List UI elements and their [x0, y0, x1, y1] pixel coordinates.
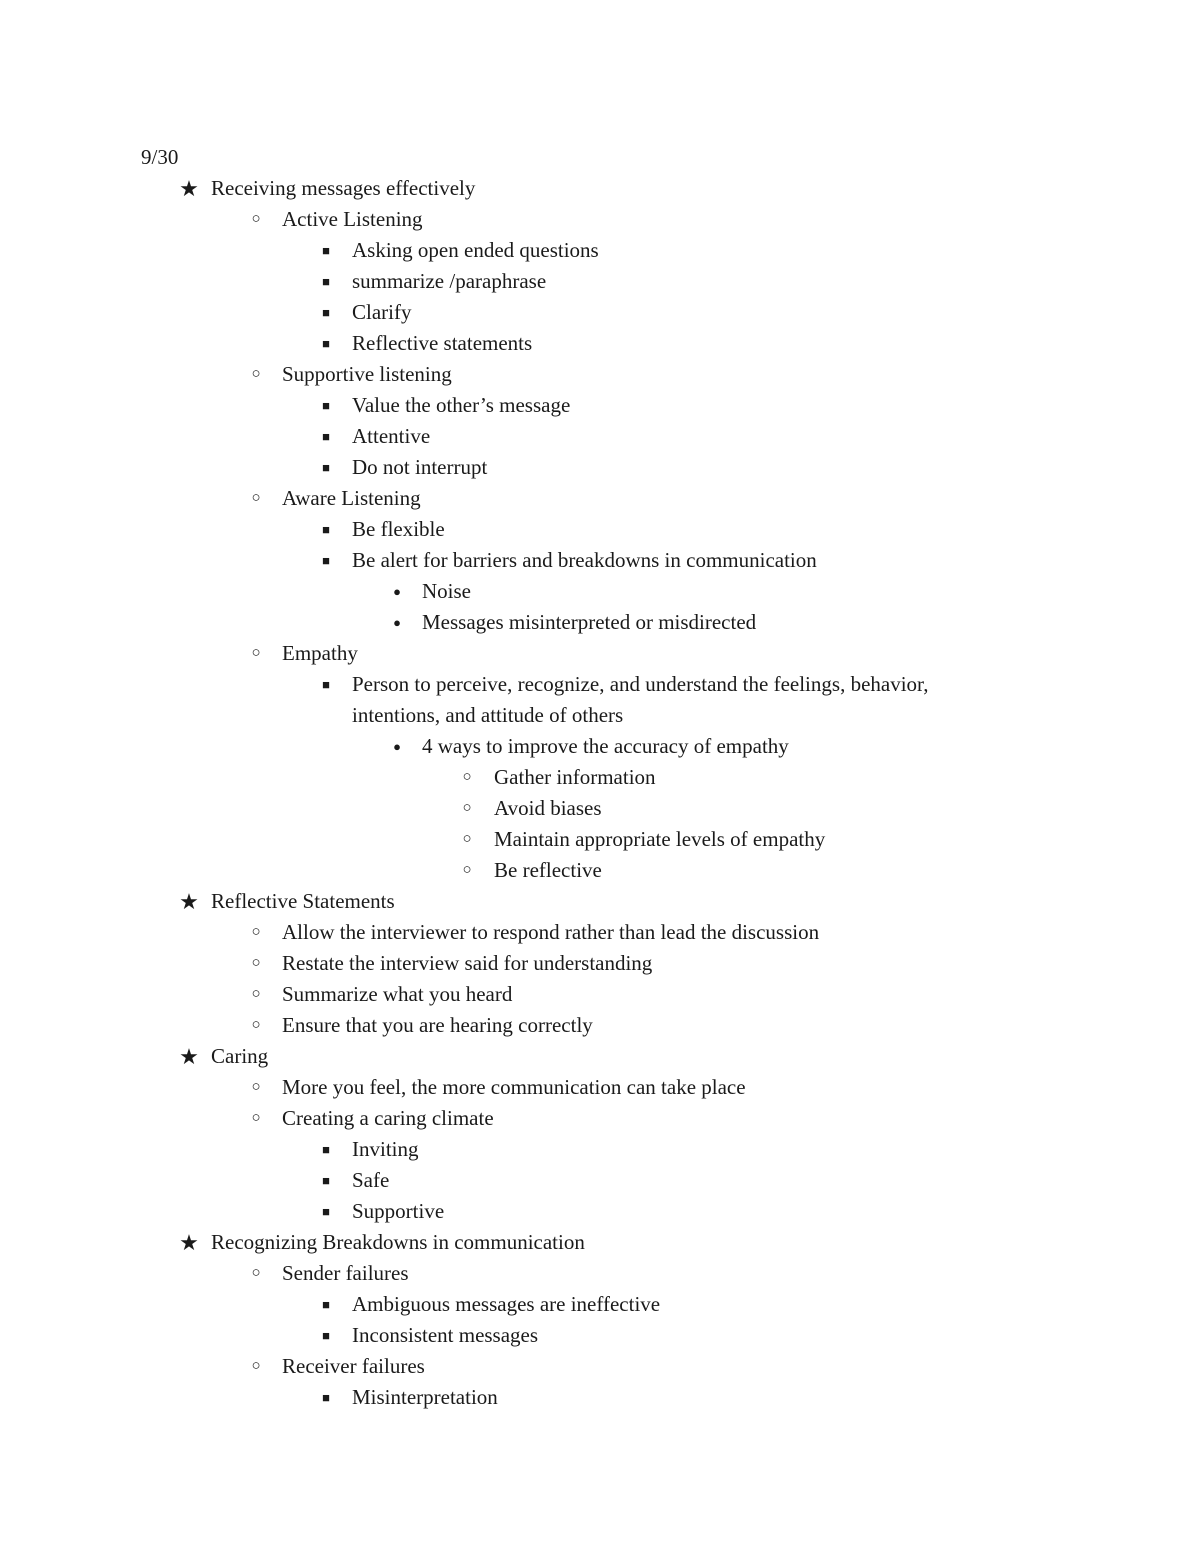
list-item-level-1	[0, 173, 1200, 204]
list-item-text: Noise	[422, 579, 471, 603]
star-bullet-icon: ★	[179, 1230, 199, 1255]
list-item-continuation	[0, 700, 1200, 731]
hollow-circle-bullet-icon: ○	[251, 211, 261, 227]
list-item-text: Reflective Statements	[211, 889, 395, 913]
hollow-circle-bullet-icon: ○	[251, 1079, 261, 1095]
list-item-text: More you feel, the more communication can take place	[282, 1075, 746, 1099]
list-item-text: Messages misinterpreted or misdirected	[422, 610, 757, 634]
list-item-text: Value the other’s message	[352, 393, 571, 417]
square-bullet-icon: ■	[322, 1173, 330, 1188]
list-item-level-4	[0, 576, 1200, 607]
list-item-text: Ensure that you are hearing correctly	[282, 1013, 593, 1037]
hollow-circle-bullet-icon: ○	[251, 1110, 261, 1126]
list-item-text: Asking open ended questions	[352, 238, 599, 262]
star-bullet-icon: ★	[179, 176, 199, 201]
list-item-text: Be reflective	[494, 858, 602, 882]
list-item-text: Avoid biases	[494, 796, 602, 820]
list-item-text: Be alert for barriers and breakdowns in communication	[352, 548, 817, 572]
list-item-level-1	[0, 886, 1200, 917]
list-item-text: Summarize what you heard	[282, 982, 513, 1006]
list-item-text: Recognizing Breakdowns in communication	[211, 1230, 585, 1254]
square-bullet-icon: ■	[322, 243, 330, 258]
list-item-level-2	[0, 1258, 1200, 1289]
square-bullet-icon: ■	[322, 1328, 330, 1343]
list-item-level-3	[0, 1196, 1200, 1227]
list-item-level-4	[0, 731, 1200, 762]
list-item-text: Gather information	[494, 765, 656, 789]
list-item-level-5	[0, 762, 1200, 793]
square-bullet-icon: ■	[322, 1142, 330, 1157]
list-item-level-3	[0, 1165, 1200, 1196]
square-bullet-icon: ■	[322, 522, 330, 537]
list-item-level-2	[0, 1103, 1200, 1134]
list-item-level-3	[0, 266, 1200, 297]
list-item-text: Inviting	[352, 1137, 419, 1161]
list-item-level-3	[0, 328, 1200, 359]
hollow-circle-bullet-icon: ○	[251, 986, 261, 1002]
list-item-level-5	[0, 793, 1200, 824]
hollow-circle-bullet-icon: ○	[251, 1358, 261, 1374]
list-item-text: Person to perceive, recognize, and understand the feelings, behavior,	[352, 672, 929, 696]
list-item-text: Creating a caring climate	[282, 1106, 494, 1130]
filled-circle-bullet-icon: ●	[393, 584, 401, 599]
list-item-level-2	[0, 917, 1200, 948]
hollow-circle-bullet-icon: ○	[251, 955, 261, 971]
list-item-level-3	[0, 1134, 1200, 1165]
note-date: 9/30	[141, 145, 179, 169]
list-item-level-3	[0, 514, 1200, 545]
hollow-circle-bullet-icon: ○	[251, 1017, 261, 1033]
list-item-text: Sender failures	[282, 1261, 409, 1285]
list-item-text: Reflective statements	[352, 331, 533, 355]
notes-outline	[0, 173, 1200, 1413]
hollow-circle-bullet-icon: ○	[251, 645, 261, 661]
list-item-text: Ambiguous messages are ineffective	[352, 1292, 661, 1316]
list-item-text: Caring	[211, 1044, 269, 1068]
list-item-text: Supportive listening	[282, 362, 452, 386]
list-item-text: Attentive	[352, 424, 431, 448]
hollow-circle-bullet-icon: ○	[462, 800, 472, 816]
hollow-circle-bullet-icon: ○	[251, 924, 261, 940]
list-item-level-3	[0, 452, 1200, 483]
list-item-level-3	[0, 669, 1200, 700]
list-item-level-3	[0, 1320, 1200, 1351]
square-bullet-icon: ■	[322, 274, 330, 289]
list-item-text: Receiver failures	[282, 1354, 425, 1378]
list-item-level-3	[0, 297, 1200, 328]
list-item-text: Misinterpretation	[352, 1385, 498, 1409]
list-item-level-2	[0, 204, 1200, 235]
hollow-circle-bullet-icon: ○	[462, 862, 472, 878]
list-item-text: Do not interrupt	[352, 455, 488, 479]
list-item-level-3	[0, 235, 1200, 266]
list-item-level-2	[0, 979, 1200, 1010]
square-bullet-icon: ■	[322, 398, 330, 413]
hollow-circle-bullet-icon: ○	[251, 490, 261, 506]
star-bullet-icon: ★	[179, 1044, 199, 1069]
list-item-text: Inconsistent messages	[352, 1323, 539, 1347]
list-item-text: Clarify	[352, 300, 412, 324]
list-item-text: Safe	[352, 1168, 390, 1192]
list-item-level-2	[0, 1010, 1200, 1041]
square-bullet-icon: ■	[322, 677, 330, 692]
list-item-text: Receiving messages effectively	[211, 176, 476, 200]
list-item-level-3	[0, 421, 1200, 452]
list-item-text: Empathy	[282, 641, 358, 665]
list-item-level-3	[0, 1382, 1200, 1413]
list-item-text: summarize /paraphrase	[352, 269, 547, 293]
hollow-circle-bullet-icon: ○	[462, 831, 472, 847]
list-item-text: Aware Listening	[282, 486, 421, 510]
list-item-text: Active Listening	[282, 207, 423, 231]
square-bullet-icon: ■	[322, 429, 330, 444]
square-bullet-icon: ■	[322, 460, 330, 475]
list-item-level-5	[0, 855, 1200, 886]
list-item-text: Supportive	[352, 1199, 445, 1223]
square-bullet-icon: ■	[322, 1390, 330, 1405]
list-item-level-3	[0, 390, 1200, 421]
square-bullet-icon: ■	[322, 1204, 330, 1219]
square-bullet-icon: ■	[322, 553, 330, 568]
square-bullet-icon: ■	[322, 336, 330, 351]
list-item-text: intentions, and attitude of others	[352, 703, 624, 727]
list-item-level-2	[0, 359, 1200, 390]
list-item-level-2	[0, 948, 1200, 979]
list-item-level-5	[0, 824, 1200, 855]
list-item-text: Allow the interviewer to respond rather than lead the discussion	[282, 920, 820, 944]
list-item-level-3	[0, 545, 1200, 576]
list-item-level-1	[0, 1227, 1200, 1258]
square-bullet-icon: ■	[322, 305, 330, 320]
list-item-level-2	[0, 1351, 1200, 1382]
filled-circle-bullet-icon: ●	[393, 739, 401, 754]
filled-circle-bullet-icon: ●	[393, 615, 401, 630]
list-item-text: Be flexible	[352, 517, 445, 541]
list-item-text: 4 ways to improve the accuracy of empathy	[422, 734, 789, 758]
hollow-circle-bullet-icon: ○	[462, 769, 472, 785]
list-item-text: Restate the interview said for understanding	[282, 951, 653, 975]
star-bullet-icon: ★	[179, 889, 199, 914]
hollow-circle-bullet-icon: ○	[251, 1265, 261, 1281]
list-item-level-2	[0, 483, 1200, 514]
square-bullet-icon: ■	[322, 1297, 330, 1312]
list-item-level-1	[0, 1041, 1200, 1072]
list-item-level-2	[0, 638, 1200, 669]
list-item-level-4	[0, 607, 1200, 638]
list-item-level-3	[0, 1289, 1200, 1320]
list-item-level-2	[0, 1072, 1200, 1103]
hollow-circle-bullet-icon: ○	[251, 366, 261, 382]
list-item-text: Maintain appropriate levels of empathy	[494, 827, 826, 851]
